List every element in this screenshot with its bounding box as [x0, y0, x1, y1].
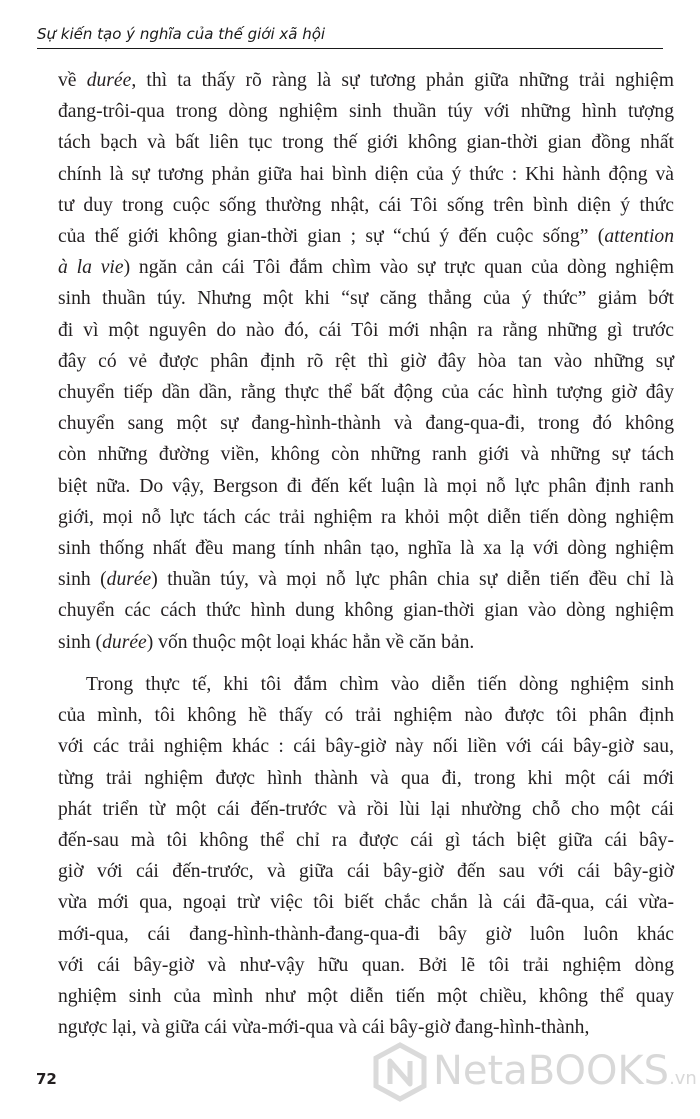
text-line [58, 762, 674, 796]
text-segment: chuyển sang một sự đang-hình-thành và đang-qua-đi, trong đó không [58, 413, 674, 435]
text-line [58, 189, 674, 223]
text-line [58, 855, 674, 889]
text-line [58, 594, 674, 628]
text-segment: , thì ta thấy rõ ràng là sự tương phản giữa những trải nghiệm [131, 70, 674, 91]
text-line [58, 563, 674, 597]
text-line [86, 668, 674, 702]
italic-term: attention [604, 226, 674, 247]
text-segment: Trong thực tế, khi tôi đắm chìm vào diễn tiến dòng nghiệm sinh [86, 674, 674, 695]
text-line [58, 699, 674, 733]
italic-term: durée [106, 569, 152, 591]
text-segment: chính là sự tương phản giữa hai bình diện của ý thức : Khi hành động và [58, 163, 674, 185]
text-line [58, 220, 674, 254]
text-segment: sinh thuần túy. Nhưng một khi “sự căng thẳng của ý thức” giảm bớt [58, 288, 674, 310]
text-line [58, 407, 674, 441]
text-line [58, 126, 674, 160]
text-segment: với cái bây-giờ và như-vậy hữu quan. Bởi lẽ tôi trải nghiệm dòng [58, 954, 674, 976]
italic-term: durée [86, 70, 132, 91]
watermark [371, 1038, 697, 1108]
text-segment: ) ngăn cản cái Tôi đắm chìm vào sự trực quan của dòng nghiệm [123, 257, 674, 279]
page-number: 72 [36, 1070, 57, 1088]
text-segment: tách bạch và bất liên tục trong thế giới không gian-thời gian đồng nhất [58, 132, 674, 154]
text-line [58, 470, 674, 504]
text-line [58, 64, 674, 98]
text-line [58, 345, 674, 379]
text-line [58, 282, 674, 316]
text-segment: còn những đường viền, không còn những ranh giới và những sự tách [58, 444, 674, 466]
text-line [58, 251, 674, 285]
text-segment: về [58, 70, 87, 91]
text-segment: của mình, tôi không hề thấy có trải nghiệm nào được tôi phân định [58, 705, 674, 727]
text-segment: đây có vẻ được phân định rõ rệt thì giờ đây hòa tan vào những sự [58, 350, 674, 372]
text-line [58, 314, 674, 348]
text-line [58, 980, 674, 1014]
text-segment: đến-sau mà tôi không thể chỉ ra được cái gì tách biệt giữa cái bây- [58, 830, 674, 851]
text-segment: chuyển tiếp dần dần, rằng thực thể bất động của các hình tượng giờ đây [58, 382, 674, 403]
text-segment: chuyển các cách thức hình dung không gian-thời gian vào dòng nghiệm [58, 600, 674, 622]
text-segment: ngược lại, và giữa cái vừa-mới-qua và cái bây-giờ đang-hình-thành, [58, 1017, 590, 1039]
running-header [37, 12, 663, 49]
text-segment: với các trải nghiệm khác : cái bây-giờ này nối liền với cái bây-giờ sau, [58, 736, 674, 758]
running-title: Sự kiến tạo ý nghĩa của thế giới xã hội [37, 25, 326, 43]
italic-term: durée [102, 631, 147, 653]
text-line [58, 730, 674, 764]
italic-term: à la vie [58, 257, 124, 279]
text-line [58, 158, 674, 192]
text-segment: phát triển từ một cái đến-trước và rồi lùi lại nhường chỗ cho một cái [58, 798, 674, 820]
text-line [58, 501, 674, 535]
watermark-text: NetaBOOKS.vn [433, 1048, 697, 1094]
text-segment: tư duy trong cuộc sống thường nhật, cái Tôi sống trên bình diện ý thức [58, 194, 674, 216]
text-segment: của thế giới không gian-thời gian ; sự “chú ý đến cuộc sống” ( [58, 226, 605, 247]
text-line [58, 532, 674, 566]
text-line [58, 626, 674, 660]
text-segment: sinh thống nhất đều mang tính nhân tạo, nghĩa là xa lạ với dòng nghiệm [58, 538, 674, 559]
text-segment: đi vì một nguyên do nào đó, cái Tôi mới nhận ra rằng những gì trước [58, 319, 674, 341]
neta-logo-icon [371, 1042, 429, 1102]
text-segment: đang-trôi-qua trong dòng nghiệm sinh thuần túy với những hình tượng [58, 101, 674, 123]
text-segment: giới, mọi nỗ lực tách các trải nghiệm ra khỏi một diễn tiến dòng nghiệm [58, 506, 674, 528]
text-segment: mới-qua, cái đang-hình-thành-đang-qua-đi bây giờ luôn luôn khác [58, 923, 674, 945]
text-segment: từng trải nghiệm được hình thành và qua đi, trong khi một cái mới [58, 767, 674, 789]
text-line [58, 918, 674, 952]
text-line [58, 376, 674, 410]
text-line [58, 793, 674, 827]
text-segment: sinh ( [58, 631, 103, 653]
text-segment: ) vốn thuộc một loại khác hẳn về căn bản. [146, 631, 475, 653]
text-segment: nghiệm sinh của mình như một diễn tiến một chiều, không thể quay [58, 986, 674, 1007]
text-line [58, 886, 674, 920]
text-segment: ) thuần túy, và mọi nỗ lực phân chia sự diễn tiến đều chỉ là [151, 569, 674, 591]
text-line [58, 824, 674, 858]
text-segment: giờ với cái đến-trước, và giữa cái bây-giờ đến sau với cái bây-giờ [58, 861, 674, 883]
text-line [58, 438, 674, 472]
text-line [58, 949, 674, 983]
text-segment: vừa mới qua, ngoại trừ việc tôi biết chắc chắn là cái đã-qua, cái vừa- [58, 892, 674, 914]
text-line [58, 95, 674, 129]
text-segment: biệt nữa. Do vậy, Bergson đi đến kết luận là mọi nỗ lực phân định ranh [58, 475, 674, 497]
text-segment: sinh ( [58, 569, 107, 591]
